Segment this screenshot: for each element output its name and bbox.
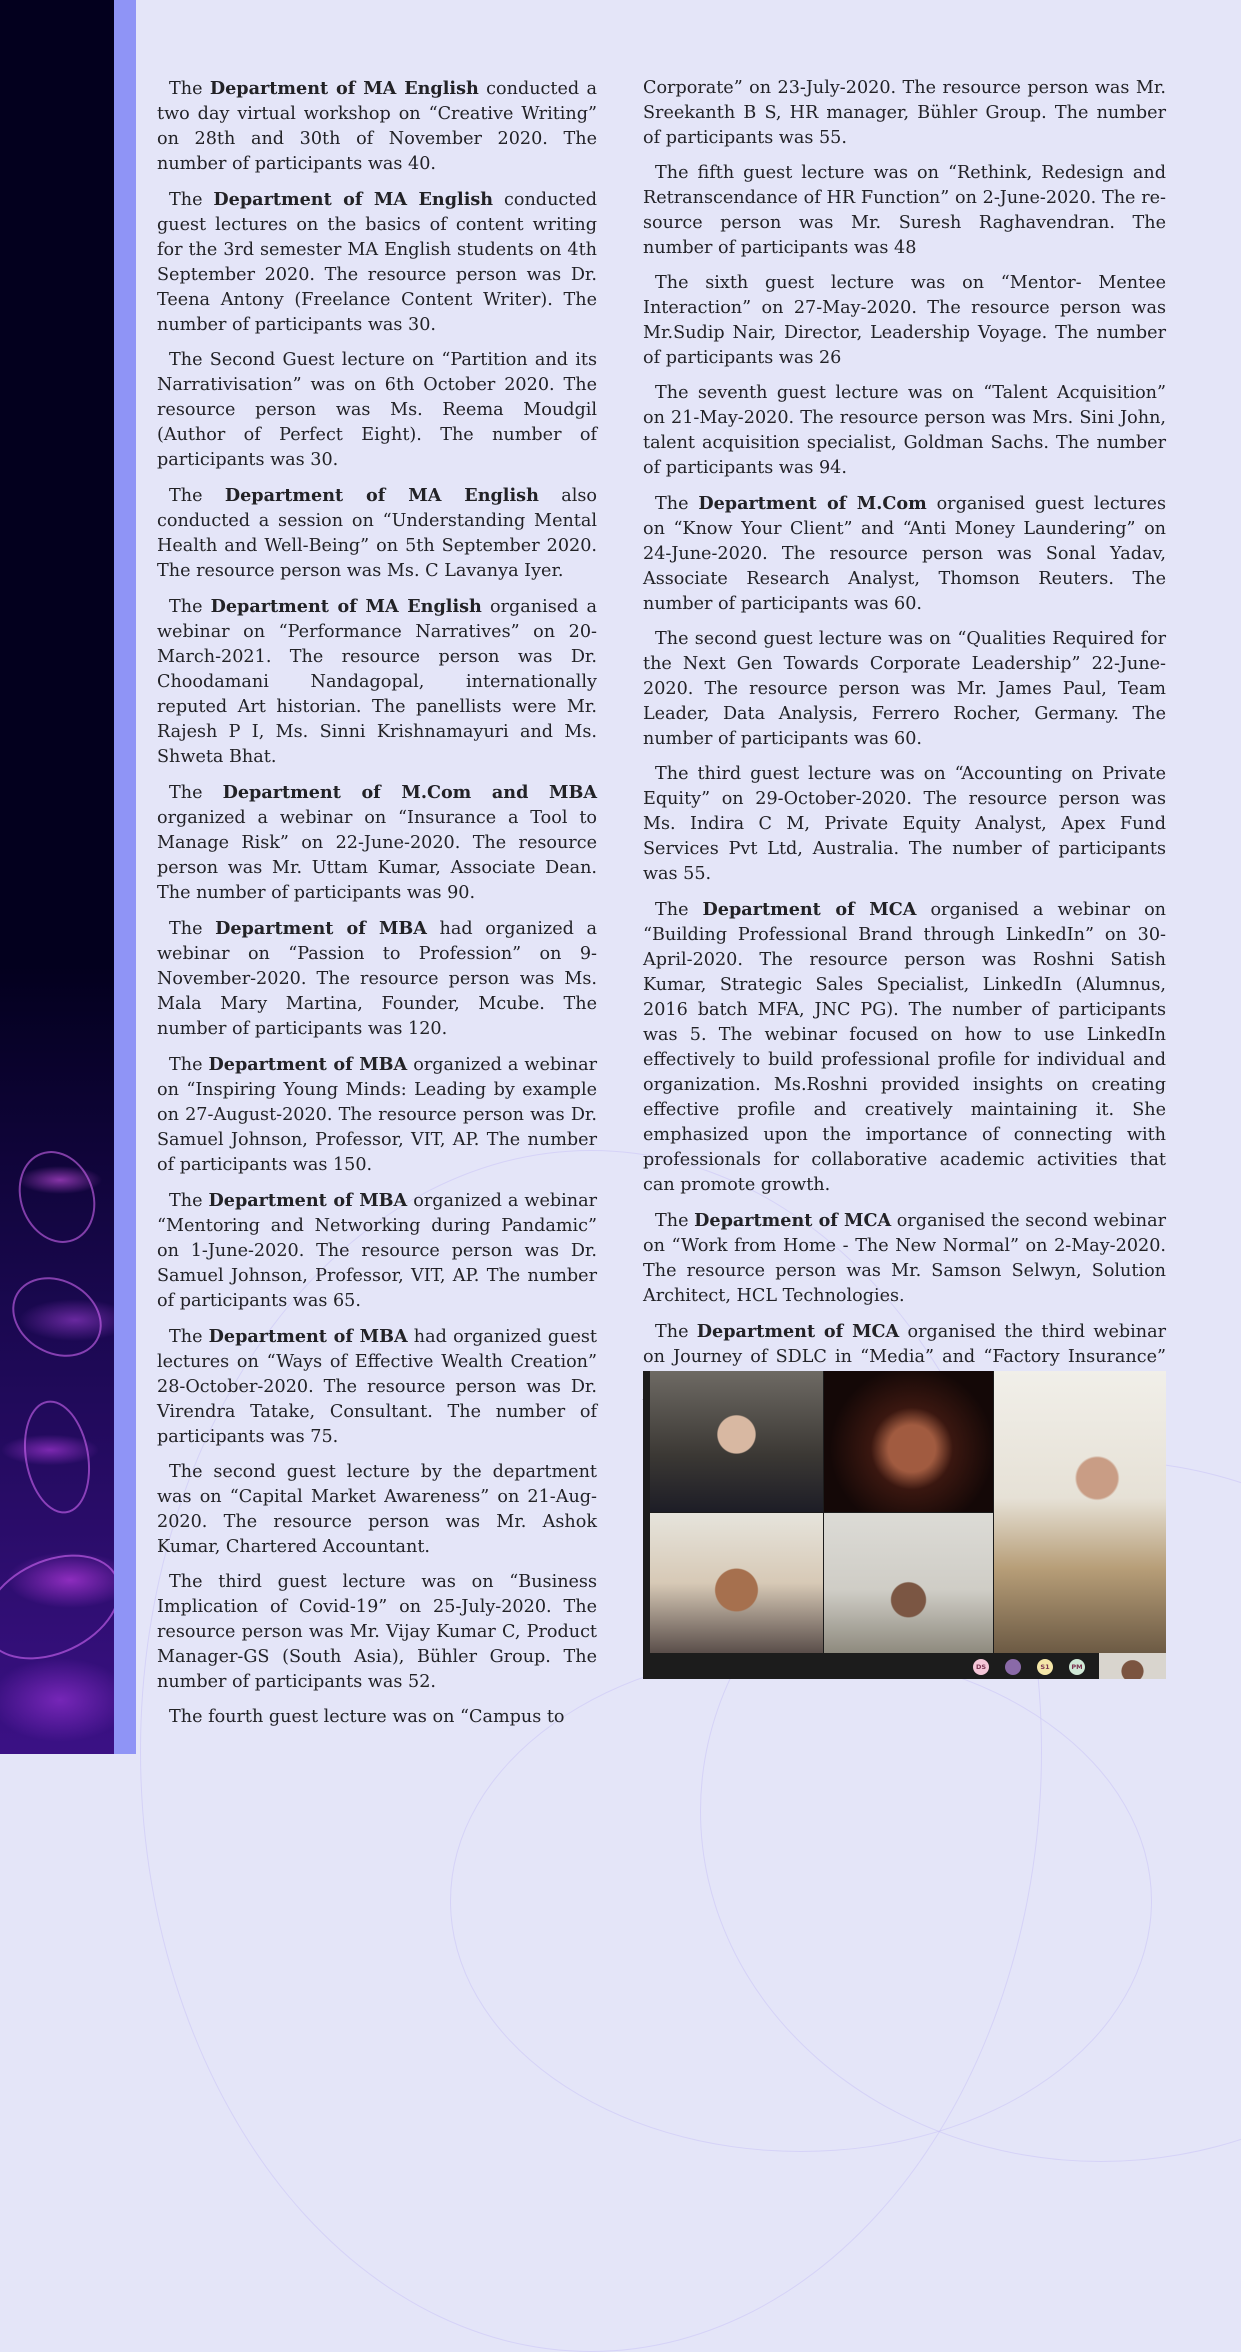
accent-stripe bbox=[114, 0, 136, 1754]
paragraph bbox=[643, 762, 1166, 887]
paragraph-text: had organized a webinar on “Passion to Profession” on 9-November-2020. The resource person was Ms. Mala Mary Martina, Founder, Mcube. The number of participants was 120. bbox=[157, 919, 597, 1039]
swirl-decoration bbox=[6, 1140, 108, 1254]
paragraph bbox=[157, 1324, 597, 1450]
paragraph-text: The bbox=[169, 919, 216, 939]
paragraph bbox=[157, 594, 597, 770]
paragraph-text: The bbox=[169, 1191, 209, 1211]
department-name: Department of MBA bbox=[208, 1190, 408, 1211]
paragraph bbox=[643, 271, 1166, 371]
paragraph bbox=[643, 897, 1166, 1198]
paragraph bbox=[643, 161, 1166, 261]
paragraph bbox=[157, 916, 597, 1042]
paragraph-text: The fourth guest lecture was on “Campus to bbox=[169, 1707, 565, 1727]
paragraph bbox=[157, 1188, 597, 1314]
paragraph-text: The fifth guest lecture was on “Rethink, Redesign and Retranscendance of HR Function” on 2-June-2020. The resource person was Mr. Suresh Raghavendran. The number of participants was 48 bbox=[643, 163, 1166, 258]
department-name: Department of MBA bbox=[215, 918, 427, 939]
paragraph bbox=[643, 76, 1166, 151]
participant-tile bbox=[824, 1513, 993, 1653]
department-name: Department of MA English bbox=[213, 189, 494, 210]
participant-avatar: S1 bbox=[1037, 1659, 1053, 1675]
paragraph-text: The bbox=[655, 1211, 695, 1231]
paragraph-text: The third guest lecture was on “Accounting on Private Equity” on 29-October-2020. The resource person was Ms. Indira C M, Private Equity Analyst, Apex Fund Services Pvt Ltd, Australia. The number of participants was 55. bbox=[643, 764, 1166, 884]
paragraph-text: The bbox=[169, 190, 214, 210]
department-name: Department of MA English bbox=[209, 78, 479, 99]
self-view-tile bbox=[1099, 1653, 1166, 1679]
left-text-column bbox=[157, 76, 597, 1740]
paragraph-text: The seventh guest lecture was on “Talent Acquisition” on 21-May-2020. The resource person was Mrs. Sini John, talent acquisition specialist, Goldman Sachs. The number of participants was 94. bbox=[643, 383, 1166, 478]
paragraph-text: The bbox=[655, 494, 699, 514]
right-text-column bbox=[643, 76, 1166, 1455]
video-conference-photo bbox=[643, 1371, 1166, 1679]
paragraph-text: conducted a two day virtual workshop on “Creative Writing” on 28th and 30th of November 2020. The number of participants was 40. bbox=[157, 79, 597, 174]
paragraph-text: The sixth guest lecture was on “Mentor- Mentee Interaction” on 27-May-2020. The resource person was Mr.Sudip Nair, Director, Leadership Voyage. The number of participants was 26 bbox=[643, 273, 1166, 368]
paragraph bbox=[643, 491, 1166, 617]
paragraph-text: Corporate” on 23-July-2020. The resource person was Mr. Sreekanth B S, HR manager, Bühler Group. The number of participants was 55. bbox=[643, 78, 1166, 148]
paragraph bbox=[157, 348, 597, 473]
paragraph-text: organized a webinar “Mentoring and Networking during Pandamic” on 1-June-2020. The resource person was Dr. Samuel Johnson, Professor, VIT, AP. The number of participants was 65. bbox=[157, 1191, 598, 1311]
paragraph-text: The bbox=[169, 1327, 209, 1347]
participant-tile bbox=[824, 1371, 993, 1512]
department-name: Department of MA English bbox=[210, 596, 482, 617]
paragraph bbox=[157, 780, 597, 906]
paragraph-text: The second guest lecture by the department was on “Capital Market Awareness” on 21-Aug-2020. The resource person was Mr. Ashok Kumar, Chartered Accountant. bbox=[157, 1462, 597, 1557]
paragraph bbox=[157, 1705, 597, 1730]
paragraph-text: organised a webinar on “Building Professional Brand through LinkedIn” on 30-April-2020. The resource person was Roshni Satish Kumar, Strategic Sales Specialist, LinkedIn (Alumnus, 2016 batch MFA, JNC PG). The number of participants was 5. The webinar focused on how to use LinkedIn effectively to build professional profile for individual and organization. Ms.Roshni provided insights on creating effective profile and creatively maintaining it. She emphasized upon the importance of connecting with professionals for collaborative academic activities that can promote growth. bbox=[643, 900, 1166, 1195]
paragraph-text: organised guest lectures on “Know Your Client” and “Anti Money Laundering” on 24-June-2020. The resource person was Sonal Yadav, Associate Research Analyst, Thomson Reuters. The number of participants was 60. bbox=[643, 494, 1166, 614]
participant-avatar: PM bbox=[1069, 1659, 1085, 1675]
paragraph bbox=[643, 627, 1166, 752]
paragraph-text: The bbox=[169, 783, 223, 803]
department-name: Department of MCA bbox=[696, 1321, 900, 1342]
swirl-decoration bbox=[0, 1261, 116, 1372]
paragraph-text: had organized guest lectures on “Ways of Effective Wealth Creation” 28-October-2020. The resource person was Dr. Virendra Tatake, Consultant. The number of participants was 75. bbox=[157, 1327, 597, 1447]
participant-tile bbox=[650, 1513, 823, 1653]
paragraph-text: The bbox=[169, 486, 225, 506]
paragraph bbox=[157, 1052, 597, 1178]
decorative-left-band bbox=[0, 0, 114, 1754]
swirl-decoration bbox=[16, 1395, 99, 1518]
paragraph-text: organized a webinar on “Inspiring Young Minds: Leading by example on 27-August-2020. The resource person was Dr. Samuel Johnson, Professor, VIT, AP. The number of participants was 150. bbox=[157, 1055, 598, 1175]
paragraph-text: organised a webinar on “Performance Narratives” on 20-March-2021. The resource person was Dr. Choodamani Nandagopal, internationally reputed Art historian. The panellists were Mr. Rajesh P I, Ms. Sinni Krishnamayuri and Ms. Shweta Bhat. bbox=[157, 597, 598, 767]
paragraph-text: conducted guest lectures on the basics of content writing for the 3rd semester MA English students on 4th September 2020. The resource person was Dr. Teena Antony (Freelance Content Writer). The number of participants was 30. bbox=[157, 190, 597, 335]
paragraph bbox=[157, 1570, 597, 1695]
department-name: Department of M.Com and MBA bbox=[222, 782, 597, 803]
paragraph-text: The third guest lecture was on “Business Implication of Covid-19” on 25-July-2020. The resource person was Mr. Vijay Kumar C, Product Manager-GS (South Asia), Bühler Group. The number of participants was 52. bbox=[157, 1572, 597, 1692]
paragraph-text: The bbox=[169, 79, 210, 99]
paragraph-text: The bbox=[655, 1322, 697, 1342]
paragraph-text: The bbox=[655, 900, 703, 920]
paragraph bbox=[643, 381, 1166, 481]
department-name: Department of MCA bbox=[694, 1210, 892, 1231]
paragraph-text: The Second Guest lecture on “Partition and its Narrativisation” was on 6th October 2020. The resource person was Ms. Reema Moudgil (Author of Perfect Eight). The number of participants was 30. bbox=[157, 350, 597, 470]
participant-tile bbox=[994, 1371, 1166, 1653]
paragraph bbox=[157, 483, 597, 584]
paragraph-text: organised the third webinar on Journey of SDLC in “Media” and “Factory Insurance” bbox=[643, 1322, 1166, 1367]
department-name: Department of MBA bbox=[208, 1054, 408, 1075]
participant-tile bbox=[650, 1371, 823, 1512]
paragraph-text: The second guest lecture was on “Qualities Required for the Next Gen Towards Corporate Leadership” 22-June-2020. The resource person was Mr. James Paul, Team Leader, Data Analysis, Ferrero Rocher, Germany. The number of participants was 60. bbox=[643, 629, 1166, 749]
paragraph-text: also conducted a session on “Understanding Mental Health and Well-Being” on 5th September 2020. The resource person was Ms. C Lavanya Iyer. bbox=[157, 486, 597, 581]
paragraph bbox=[157, 76, 597, 177]
participant-avatar bbox=[1005, 1659, 1021, 1675]
participant-bar bbox=[643, 1653, 1166, 1679]
department-name: Department of MBA bbox=[208, 1326, 408, 1347]
department-name: Department of M.Com bbox=[698, 493, 927, 514]
department-name: Department of MCA bbox=[702, 899, 917, 920]
participant-avatar: DS bbox=[973, 1659, 989, 1675]
paragraph-text: The bbox=[169, 597, 211, 617]
paragraph-text: organized a webinar on “Insurance a Tool to Manage Risk” on 22-June-2020. The resource person was Mr. Uttam Kumar, Associate Dean. The number of participants was 90. bbox=[157, 808, 597, 903]
paragraph-text: The bbox=[169, 1055, 209, 1075]
paragraph bbox=[157, 187, 597, 338]
department-name: Department of MA English bbox=[224, 485, 539, 506]
paragraph bbox=[157, 1460, 597, 1560]
paragraph-text: organised the second webinar on “Work from Home - The New Normal” on 2-May-2020. The resource person was Mr. Samson Selwyn, Solution Architect, HCL Technologies. bbox=[643, 1211, 1167, 1306]
paragraph bbox=[643, 1208, 1166, 1309]
